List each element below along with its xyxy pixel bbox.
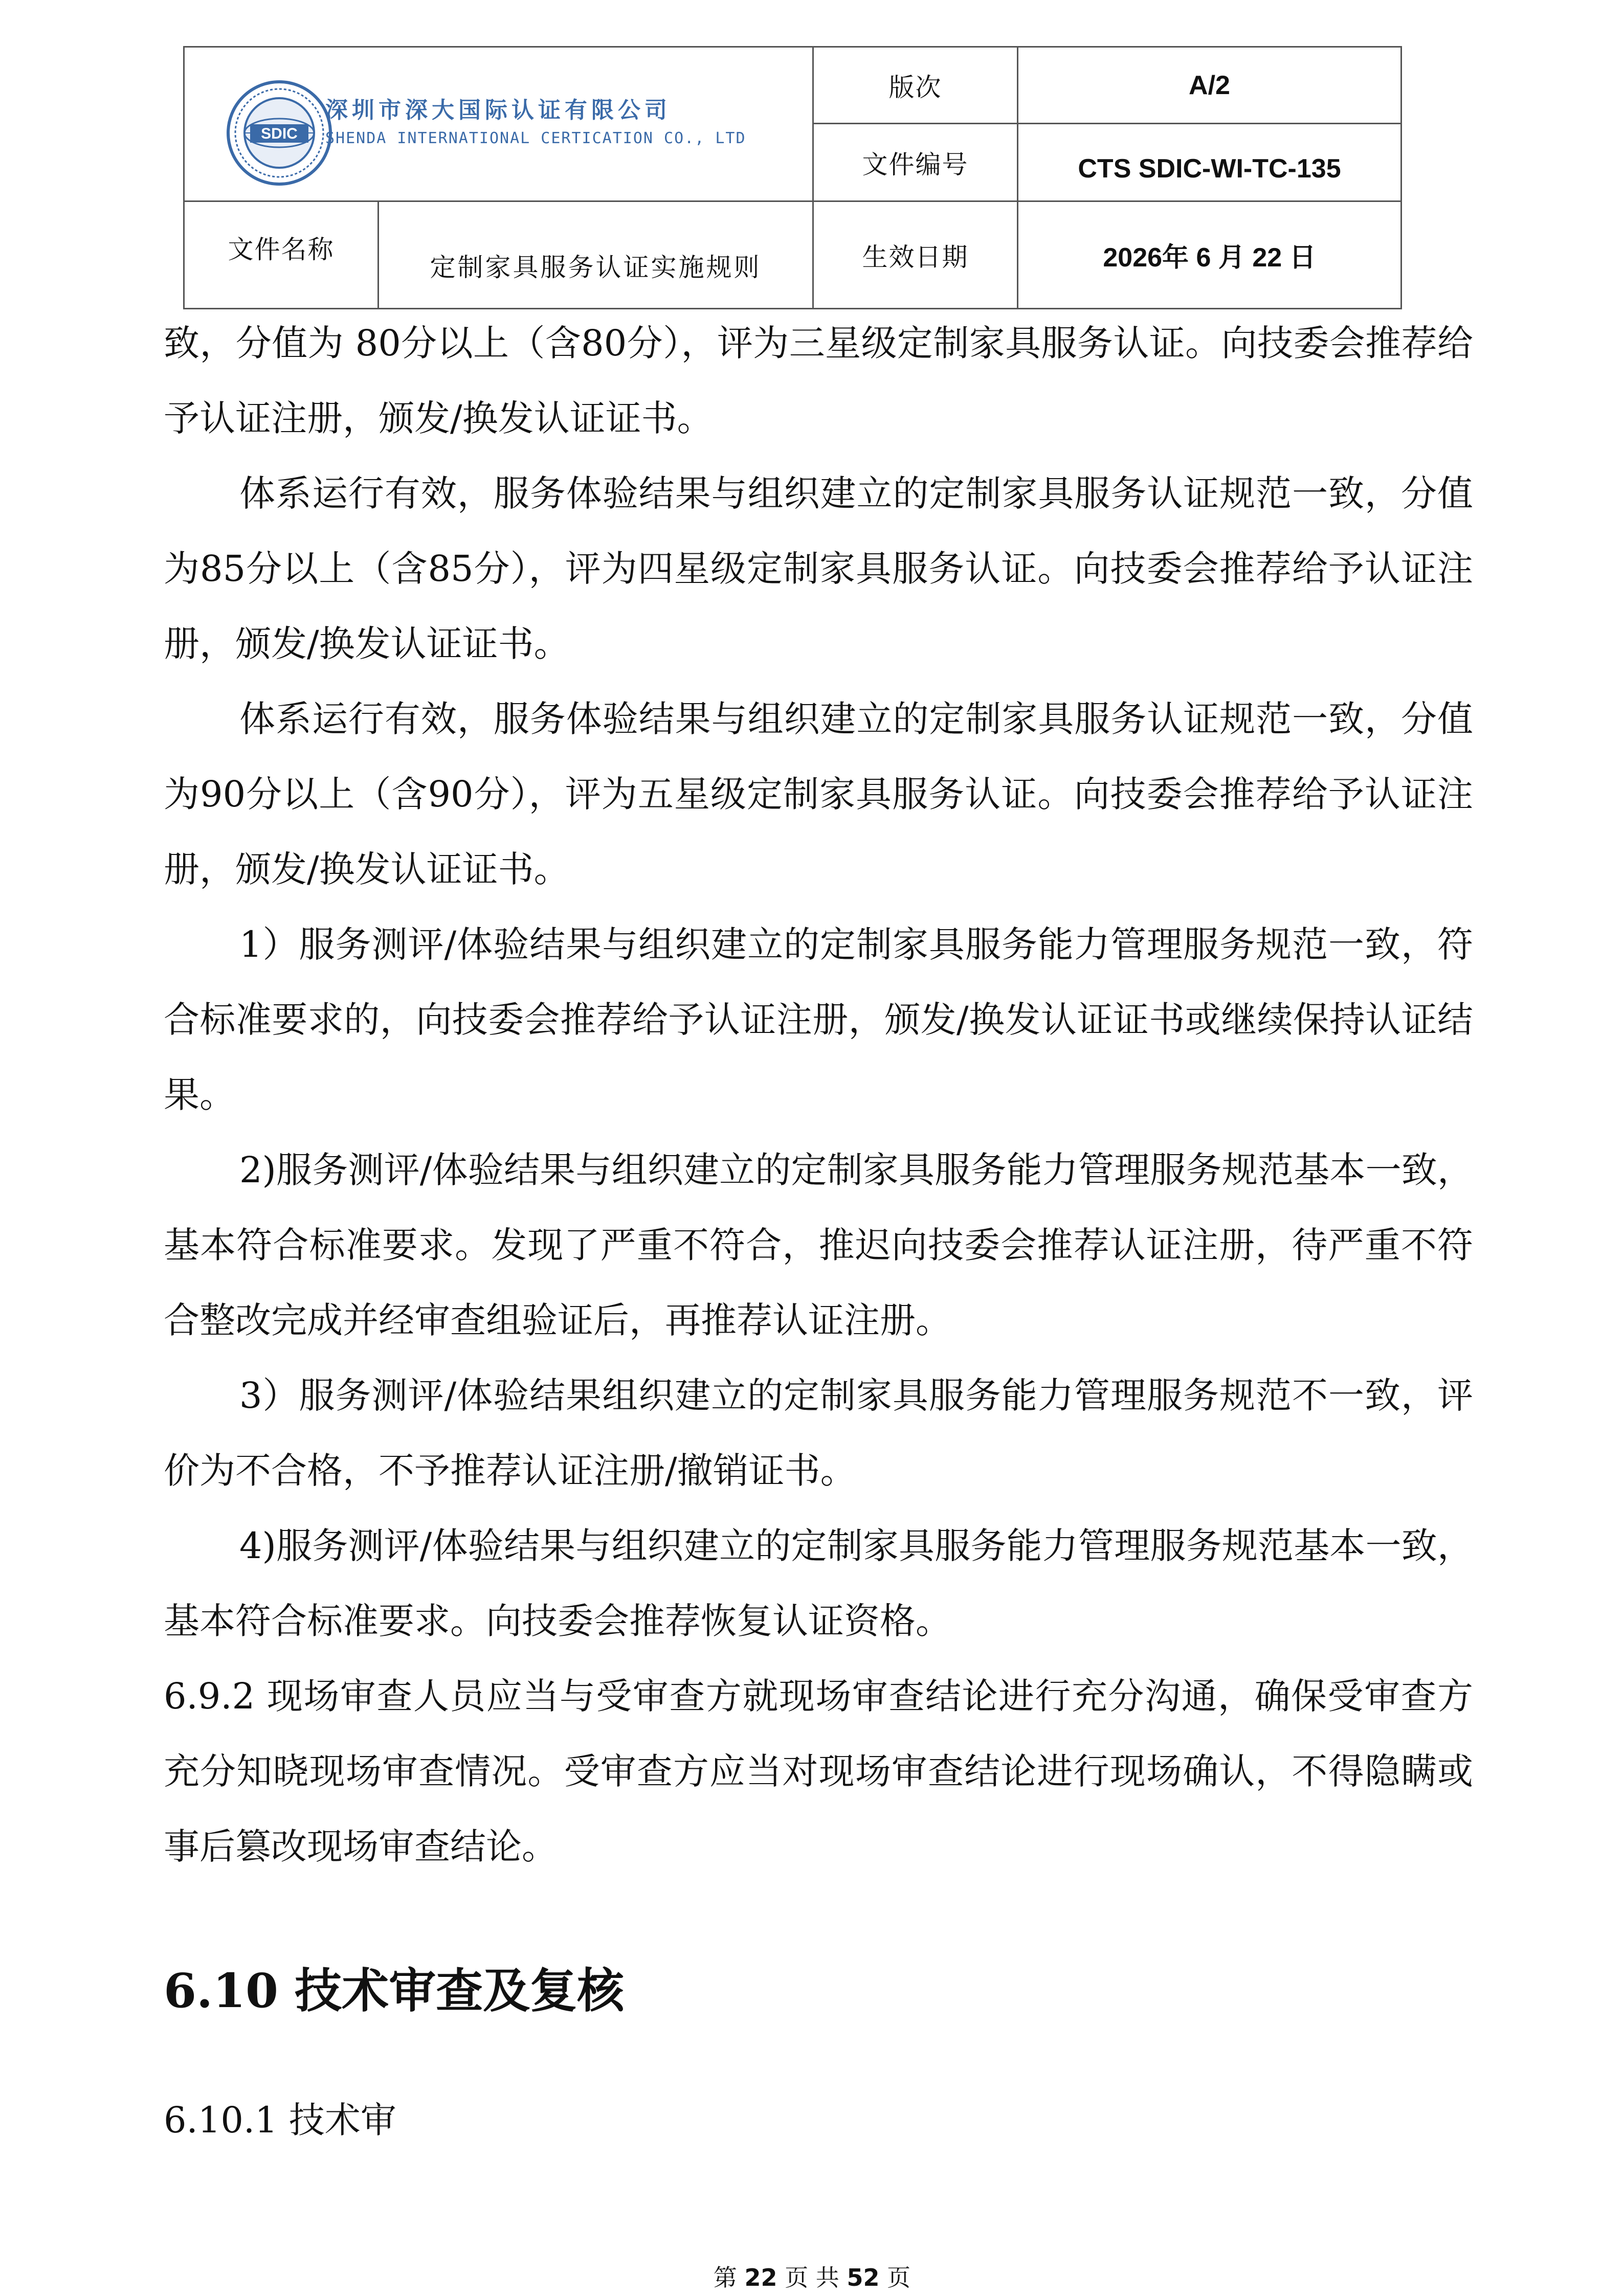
page-footer bbox=[0, 2259, 1624, 2293]
document-body bbox=[164, 306, 1473, 1884]
paragraph: 2)服务测评/体验结果与组织建立的定制家具服务能力管理服务规范基本一致，基本符合标准要求。发现了严重不符合，推迟向技委会推荐认证注册，待严重不符合整改完成并经审查组验证后，再推荐认证注册。 bbox=[164, 1149, 1473, 1341]
svg-text:SDIC: SDIC bbox=[261, 125, 298, 142]
footer-middle: 页 共 bbox=[785, 2264, 839, 2291]
document-header-table bbox=[183, 46, 1402, 309]
paragraph: 体系运行有效，服务体验结果与组织建立的定制家具服务认证规范一致，分值为85分以上（含85分），评为四星级定制家具服务认证。向技委会推荐给予认证注册，颁发/换发认证证书。 bbox=[164, 472, 1473, 665]
effective-date-label: 生效日期 bbox=[813, 201, 1018, 309]
footer-suffix: 页 bbox=[887, 2264, 911, 2291]
page-number: 22 bbox=[744, 2264, 777, 2291]
company-logo-icon bbox=[226, 79, 333, 187]
footer-prefix: 第 bbox=[713, 2264, 737, 2291]
paragraph: 3）服务测评/体验结果组织建立的定制家具服务能力管理服务规范不一致，评价为不合格，不予推荐认证注册/撤销证书。 bbox=[164, 1375, 1473, 1492]
paragraph: 4)服务测评/体验结果与组织建立的定制家具服务能力管理服务规范基本一致，基本符合标准要求。向技委会推荐恢复认证资格。 bbox=[164, 1525, 1473, 1642]
version-label: 版次 bbox=[813, 47, 1018, 124]
company-name-en: SHENDA INTERNATIONAL CERTICATION CO., LTD bbox=[325, 129, 746, 147]
section-heading: 6.10 技术审查及复核 bbox=[164, 1963, 625, 2018]
paragraph: 体系运行有效，服务体验结果与组织建立的定制家具服务认证规范一致，分值为90分以上（含90分），评为五星级定制家具服务认证。向技委会推荐给予认证注册，颁发/换发认证证书。 bbox=[164, 698, 1473, 890]
paragraph: 6.9.2 现场审查人员应当与受审查方就现场审查结论进行充分沟通，确保受审查方充分知晓现场审查情况。受审查方应当对现场审查结论进行现场确认，不得隐瞒或事后篡改现场审查结论。 bbox=[164, 1675, 1473, 1867]
subsection-heading: 6.10.1 技术审 bbox=[164, 2099, 396, 2141]
company-name-cn: 深圳市深大国际认证有限公司 bbox=[325, 97, 671, 123]
paragraph: 致，分值为 80分以上（含80分），评为三星级定制家具服务认证。向技委会推荐给予认证注册，颁发/换发认证证书。 bbox=[164, 322, 1473, 439]
doc-name-value: 定制家具服务认证实施规则 bbox=[379, 201, 813, 309]
company-logo-cell bbox=[184, 47, 813, 201]
doc-name-label: 文件名称 bbox=[184, 201, 379, 309]
doc-number-value: CTS SDIC-WI-TC-135 bbox=[1018, 124, 1401, 201]
doc-number-label: 文件编号 bbox=[813, 124, 1018, 201]
effective-date-value: 2026年 6 月 22 日 bbox=[1018, 201, 1401, 309]
version-value: A/2 bbox=[1018, 47, 1401, 124]
total-pages: 52 bbox=[847, 2264, 880, 2291]
paragraph: 1）服务测评/体验结果与组织建立的定制家具服务能力管理服务规范一致，符合标准要求的，向技委会推荐给予认证注册，颁发/换发认证证书或继续保持认证结果。 bbox=[164, 924, 1473, 1116]
